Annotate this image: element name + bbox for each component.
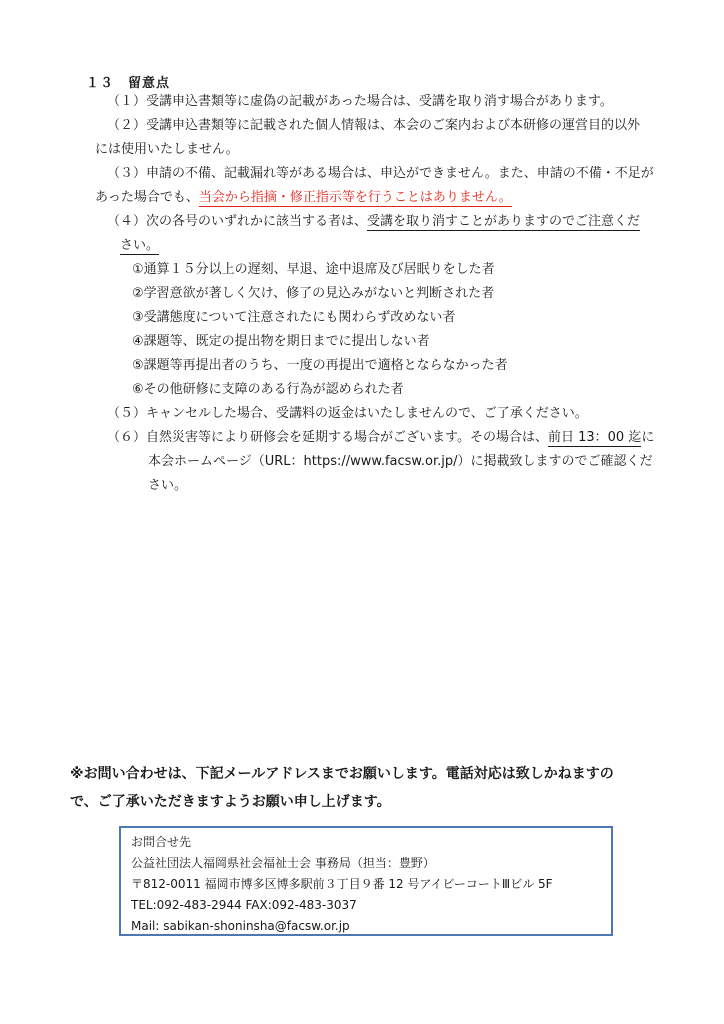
inquiry-notice <box>70 760 614 816</box>
contact-email[interactable]: Mail: sabikan-shoninsha@facsw.or.jp <box>131 919 350 933</box>
item-1: （１）受講申込書類等に虚偽の記載があった場合は、受講を取り消す場合があります。 <box>107 94 613 109</box>
item-4-emphasis-cont: さい。 <box>120 238 160 253</box>
item-6-line-1 <box>107 426 654 450</box>
sub-item-2: ②学習意欲が著しく欠け、修了の見込みがないと判断された者 <box>132 286 495 301</box>
item-3-line-2-text: あった場合でも、 <box>95 190 199 205</box>
item-3-line-1: （３）申請の不備、記載漏れ等がある場合は、申込ができません。また、申請の不備・不足が <box>107 166 654 181</box>
item-3-line-2 <box>95 186 512 210</box>
item-4-line-2 <box>120 234 159 258</box>
contact-address: 〒812-0011 福岡市博多区博多駅前３丁目９番 12 号アイビーコートⅢビル 5F <box>131 877 553 891</box>
item-6-line-3: さい。 <box>148 478 188 493</box>
sub-item-4: ④課題等、既定の提出物を期日までに提出しない者 <box>132 334 430 349</box>
inquiry-notice-line-1: ※お問い合わせは、下記メールアドレスまでお願いします。電話対応は致しかねますの <box>70 766 614 782</box>
item-3-emphasis: 当会から指摘・修正指示等を行うことはありません。 <box>198 190 512 205</box>
sub-item-5: ⑤課題等再提出者のうち、一度の再提出で適格とならなかった者 <box>132 358 508 373</box>
item-6-line-1-end: に <box>641 430 655 445</box>
item-2-line-2: には使用いたしません。 <box>95 142 239 157</box>
item-4-line-1 <box>107 210 640 234</box>
inquiry-notice-line-2: で、ご了承いただきますようお願い申し上げます。 <box>70 794 391 810</box>
sub-item-6: ⑥その他研修に支障のある行為が認められた者 <box>132 382 404 397</box>
item-4-emphasis: 受講を取り消すことがありますのでご注意くだ <box>367 214 641 229</box>
contact-label: お問合せ先 <box>131 835 192 849</box>
section-heading: １３ 留意点 <box>86 76 171 91</box>
contact-organization: 公益社団法人福岡県社会福祉士会 事務局（担当：豊野） <box>131 856 435 870</box>
item-6-line-1-text: （６）自然災害等により研修会を延期する場合がございます。その場合は、 <box>107 430 548 445</box>
contact-phone-fax: TEL:092-483-2944 FAX:092-483-3037 <box>131 898 357 912</box>
item-4-line-1-text: （４）次の各号のいずれかに該当する者は、 <box>107 214 368 229</box>
item-5: （５）キャンセルした場合、受講料の返金はいたしませんので、ご了承ください。 <box>107 406 588 421</box>
item-6-line-2: 本会ホームページ（URL：https://www.facsw.or.jp/）に掲載致しますのでご確認くだ <box>148 454 653 469</box>
sub-item-3: ③受講態度について注意されたにも関わらず改めない者 <box>132 310 456 325</box>
item-6-deadline: 前日 13：00 迄 <box>547 430 642 445</box>
sub-item-1: ①通算１５分以上の遅刻、早退、途中退席及び居眠りをした者 <box>132 262 495 277</box>
item-2-line-1: （２）受講申込書類等に記載された個人情報は、本会のご案内および本研修の運営目的以外 <box>107 118 641 133</box>
contact-box <box>119 826 613 936</box>
